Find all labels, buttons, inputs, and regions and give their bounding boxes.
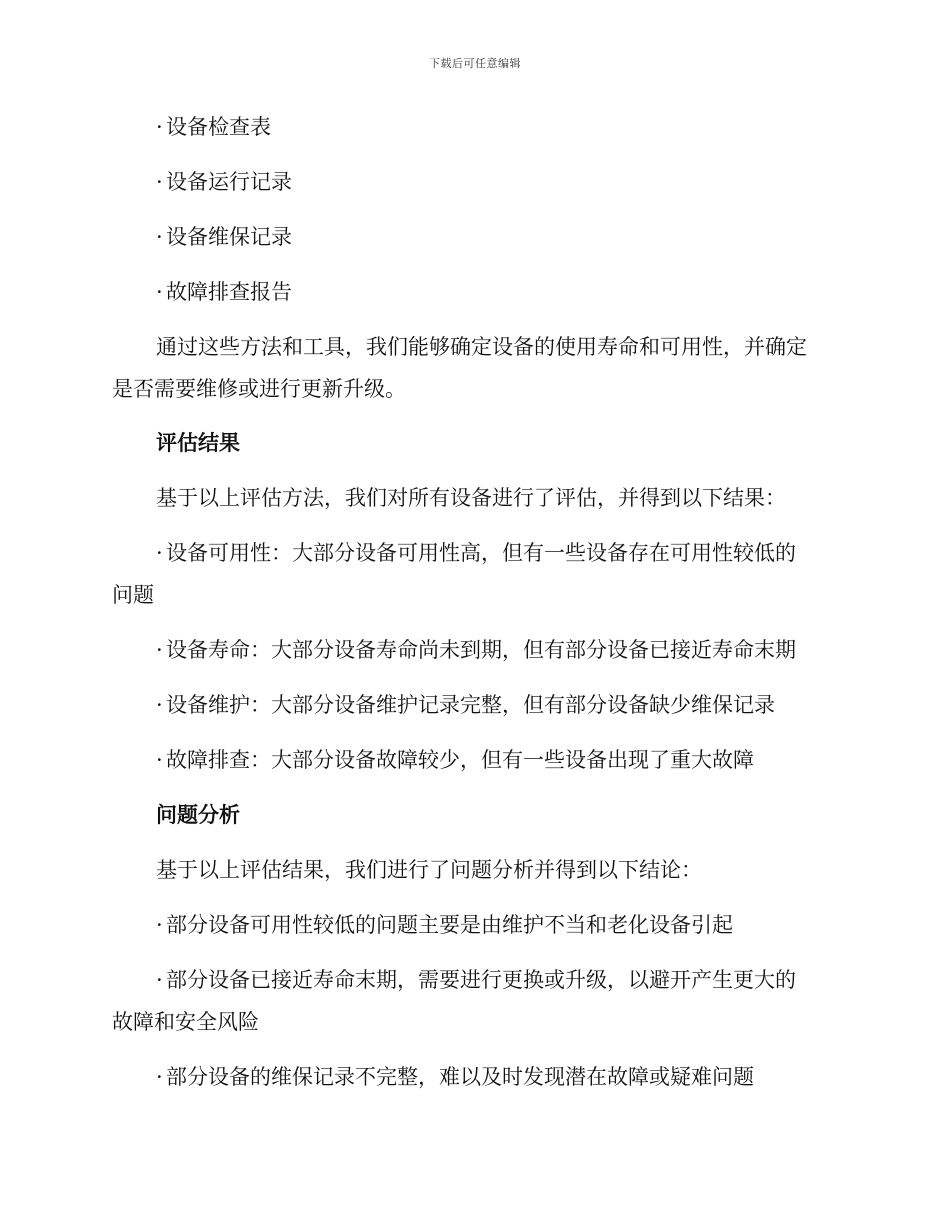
list-item	[156, 539, 876, 567]
list-item-text: 设备检查表	[166, 115, 271, 139]
analysis-intro: 基于以上评估结果，我们进行了问题分析并得到以下结论：	[156, 858, 702, 882]
list-item-continuation: 故障和安全风险	[112, 1010, 259, 1034]
bullet-icon: ·	[156, 693, 163, 717]
list-item-text: 部分设备可用性较低的问题主要是由维护不当和老化设备引起	[166, 913, 733, 937]
list-item-text: 设备寿命：大部分设备寿命尚未到期，但有部分设备已接近寿命末期	[166, 638, 796, 662]
bullet-icon: ·	[156, 541, 163, 565]
list-item-text: 故障排查报告	[166, 280, 292, 304]
list-item	[156, 1063, 876, 1091]
bullet-icon: ·	[156, 225, 163, 249]
list-item-text: 部分设备已接近寿命末期，需要进行更换或升级，以避开产生更大的	[166, 968, 796, 992]
bullet-icon: ·	[156, 115, 163, 139]
evaluation-intro: 基于以上评估方法，我们对所有设备进行了评估，并得到以下结果：	[156, 486, 786, 510]
bullet-icon: ·	[156, 913, 163, 937]
page-header: 下载后可任意编辑	[429, 57, 521, 70]
list-item-text: 设备可用性：大部分设备可用性高，但有一些设备存在可用性较低的	[166, 541, 796, 565]
bullet-icon: ·	[156, 748, 163, 772]
summary-paragraph-line1: 通过这些方法和工具，我们能够确定设备的使用寿命和可用性，并确定	[156, 335, 807, 359]
list-item	[156, 113, 876, 141]
list-item	[156, 636, 876, 664]
list-item	[156, 278, 876, 306]
list-item-text: 故障排查：大部分设备故障较少，但有一些设备出现了重大故障	[166, 748, 754, 772]
section-heading-evaluation: 评估结果	[156, 430, 240, 455]
list-item	[156, 223, 876, 251]
bullet-icon: ·	[156, 968, 163, 992]
list-item	[156, 746, 876, 774]
list-item-text: 设备维护：大部分设备维护记录完整，但有部分设备缺少维保记录	[166, 693, 775, 717]
list-item-text: 部分设备的维保记录不完整，难以及时发现潜在故障或疑难问题	[166, 1065, 754, 1089]
list-item	[156, 168, 876, 196]
list-item-text: 设备运行记录	[166, 170, 292, 194]
list-item	[156, 691, 876, 719]
summary-paragraph-line2: 是否需要维修或进行更新升级。	[112, 377, 406, 401]
list-item-text: 设备维保记录	[166, 225, 292, 249]
section-heading-analysis: 问题分析	[156, 802, 240, 827]
list-item	[156, 966, 876, 994]
bullet-icon: ·	[156, 1065, 163, 1089]
list-item-continuation: 问题	[112, 583, 154, 607]
list-item	[156, 911, 876, 939]
bullet-icon: ·	[156, 170, 163, 194]
bullet-icon: ·	[156, 638, 163, 662]
bullet-icon: ·	[156, 280, 163, 304]
